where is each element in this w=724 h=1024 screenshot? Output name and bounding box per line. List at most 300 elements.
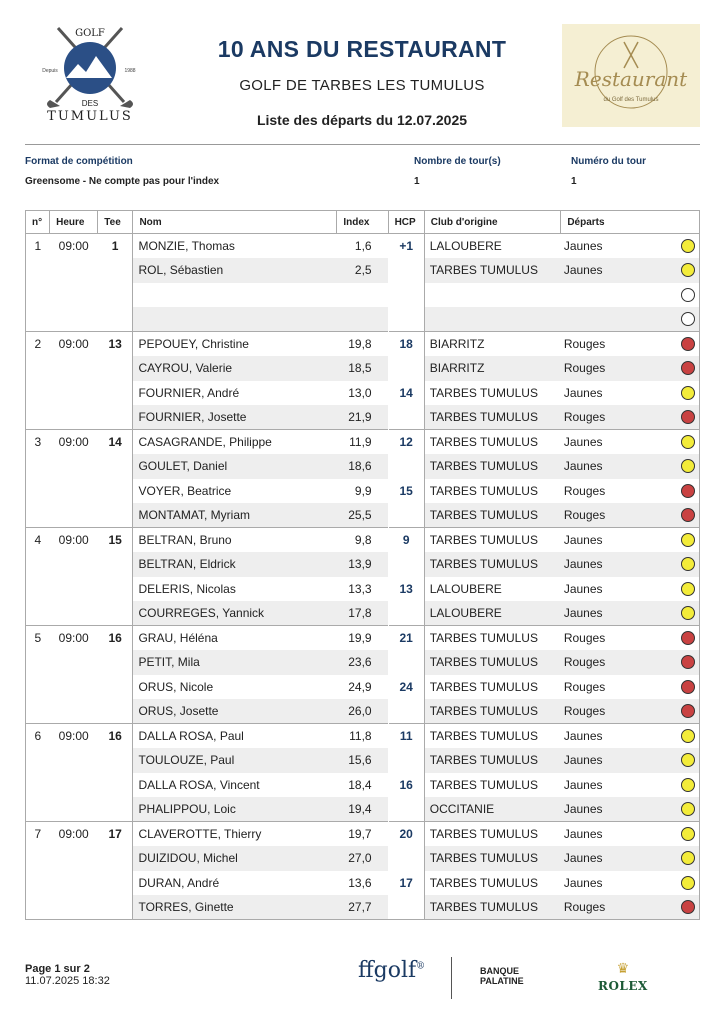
- rolex-text: ROLEX: [598, 979, 648, 993]
- group-tee: [98, 871, 133, 896]
- group-number: [26, 405, 50, 430]
- header-divider: [25, 144, 700, 145]
- player-hcp: 11: [388, 724, 424, 749]
- tee-color-dot: [681, 508, 695, 522]
- player-club: LALOUBERE: [424, 601, 561, 626]
- group-time: [50, 871, 98, 896]
- group-time: 09:00: [50, 528, 98, 553]
- player-index: 1,6: [337, 234, 388, 259]
- player-hcp: [388, 258, 424, 283]
- player-index: 19,4: [337, 797, 388, 822]
- player-tee-color: Jaunes: [561, 552, 700, 577]
- player-index: 19,7: [337, 822, 388, 847]
- tee-color-dot: [681, 484, 695, 498]
- player-index: [337, 283, 388, 308]
- group-time: [50, 748, 98, 773]
- player-name: DURAN, André: [138, 875, 220, 890]
- player-name: COURREGES, Yannick: [133, 601, 337, 626]
- player-hcp: 12: [388, 430, 424, 455]
- group-time: [50, 895, 98, 920]
- group-tee: [98, 601, 133, 626]
- player-tee-color: Rouges: [561, 626, 700, 651]
- tee-color-dot: [681, 729, 695, 743]
- group-number: 4: [26, 528, 50, 553]
- group-number: 5: [26, 626, 50, 651]
- table-row: [26, 258, 700, 283]
- player-tee-color: Jaunes: [561, 381, 700, 406]
- player-hcp: [388, 895, 424, 920]
- player-index: 24,9: [337, 675, 388, 700]
- group-number: [26, 846, 50, 871]
- player-name: TOULOUZE, Paul: [133, 748, 337, 773]
- restaurant-logo: [562, 24, 700, 127]
- player-club: TARBES TUMULUS: [424, 626, 561, 651]
- player-tee-color: Rouges: [561, 650, 700, 675]
- page-subtitle: GOLF DE TARBES LES TUMULUS: [239, 77, 485, 94]
- tee-color-dot: [681, 704, 695, 718]
- player-index: 15,6: [337, 748, 388, 773]
- player-club: TARBES TUMULUS: [424, 699, 561, 724]
- player-tee-color: Jaunes: [561, 773, 700, 798]
- table-header-row: [26, 211, 700, 234]
- player-index: 13,0: [337, 381, 388, 406]
- player-hcp: 9: [388, 528, 424, 553]
- player-name: TORRES, Ginette: [133, 895, 337, 920]
- table-row: [26, 528, 700, 553]
- table-body: [26, 234, 700, 920]
- ffgolf-text: ffgolf: [358, 958, 417, 983]
- tour-number-value: 1: [571, 176, 577, 187]
- player-name: FOURNIER, Josette: [133, 405, 337, 430]
- player-index: 25,5: [337, 503, 388, 528]
- tee-color-dot: [681, 802, 695, 816]
- player-hcp: [388, 356, 424, 381]
- col-header-heure: Heure: [50, 211, 98, 234]
- player-club: BIARRITZ: [424, 332, 561, 357]
- player-hcp: 18: [388, 332, 424, 357]
- group-time: [50, 356, 98, 381]
- tee-color-dot: [681, 876, 695, 890]
- tee-color-dot: [681, 288, 695, 302]
- group-tee: [98, 699, 133, 724]
- player-hcp: [388, 846, 424, 871]
- tee-color-dot: [681, 435, 695, 449]
- player-hcp: 16: [388, 773, 424, 798]
- group-tee: [98, 356, 133, 381]
- player-tee-color: Jaunes: [561, 454, 700, 479]
- player-hcp: [388, 748, 424, 773]
- group-number: [26, 479, 50, 504]
- player-hcp: [388, 650, 424, 675]
- tour-number-info: [571, 156, 646, 187]
- table-row: [26, 332, 700, 357]
- tee-color-dot: [681, 655, 695, 669]
- player-hcp: 21: [388, 626, 424, 651]
- group-number: [26, 454, 50, 479]
- player-hcp: 20: [388, 822, 424, 847]
- player-index: 18,5: [337, 356, 388, 381]
- player-index: 13,6: [337, 871, 388, 896]
- player-name: [133, 283, 337, 308]
- player-name: ORUS, Nicole: [138, 679, 214, 694]
- group-tee: [98, 675, 133, 700]
- group-tee: [98, 258, 133, 283]
- group-tee: 1: [98, 234, 133, 259]
- table-row: [26, 822, 700, 847]
- table-row: [26, 895, 700, 920]
- group-time: [50, 381, 98, 406]
- group-time: [50, 797, 98, 822]
- player-index: 19,9: [337, 626, 388, 651]
- group-time: [50, 601, 98, 626]
- player-hcp: 15: [388, 479, 424, 504]
- player-tee-color: Rouges: [561, 503, 700, 528]
- format-value: Greensome - Ne compte pas pour l'index: [25, 176, 220, 187]
- page-number: Page 1 sur 2: [25, 963, 90, 975]
- player-tee-color: Rouges: [561, 405, 700, 430]
- table-row: [26, 430, 700, 455]
- player-club: TARBES TUMULUS: [424, 822, 561, 847]
- group-tee: [98, 283, 133, 308]
- group-tee: 16: [98, 626, 133, 651]
- player-tee-color: Rouges: [561, 699, 700, 724]
- group-number: [26, 601, 50, 626]
- group-number: [26, 773, 50, 798]
- tours-label: Nombre de tour(s): [414, 156, 501, 167]
- group-time: 09:00: [50, 430, 98, 455]
- player-index: 23,6: [337, 650, 388, 675]
- group-time: [50, 577, 98, 602]
- palatine-line1: BANQUE: [480, 966, 520, 976]
- player-index: 13,3: [337, 577, 388, 602]
- table-row: [26, 724, 700, 749]
- player-club: LALOUBERE: [424, 234, 561, 259]
- player-tee-color: [561, 307, 700, 332]
- player-club: TARBES TUMULUS: [424, 895, 561, 920]
- group-number: [26, 552, 50, 577]
- table-row: [26, 381, 700, 406]
- player-index: 27,0: [337, 846, 388, 871]
- banque-palatine-logo: [480, 966, 524, 986]
- svg-text:1988: 1988: [124, 68, 136, 74]
- player-hcp: [388, 454, 424, 479]
- group-time: [50, 479, 98, 504]
- player-club: LALOUBERE: [429, 581, 502, 596]
- player-index: 21,9: [337, 405, 388, 430]
- group-time: 09:00: [50, 626, 98, 651]
- tee-color-dot: [681, 680, 695, 694]
- group-time: [50, 650, 98, 675]
- tee-color-dot: [681, 582, 695, 596]
- player-tee-color: Rouges: [561, 479, 700, 504]
- tee-color-dot: [681, 851, 695, 865]
- svg-text:DES: DES: [81, 99, 99, 108]
- header: [0, 0, 724, 145]
- player-club: TARBES TUMULUS: [424, 454, 561, 479]
- player-hcp: [388, 601, 424, 626]
- svg-text:Restaurant: Restaurant: [574, 67, 688, 91]
- player-name: CASAGRANDE, Philippe: [133, 430, 337, 455]
- starts-table: [25, 210, 700, 920]
- player-index: 19,8: [337, 332, 388, 357]
- footer-page-info: [25, 963, 110, 987]
- player-hcp: [388, 283, 424, 308]
- tour-number-label: Numéro du tour: [571, 156, 646, 167]
- format-info: [25, 156, 219, 187]
- group-time: 09:00: [50, 724, 98, 749]
- player-club: TARBES TUMULUS: [424, 503, 561, 528]
- table-row: [26, 601, 700, 626]
- page-title: 10 ANS DU RESTAURANT: [217, 36, 507, 62]
- footer-divider: [451, 957, 452, 999]
- table-row: [26, 773, 700, 798]
- table-row: [26, 503, 700, 528]
- player-name: BELTRAN, Eldrick: [133, 552, 337, 577]
- group-tee: [98, 895, 133, 920]
- player-hcp: [388, 405, 424, 430]
- group-time: [50, 454, 98, 479]
- player-tee-color: Jaunes: [561, 528, 700, 553]
- tee-color-dot: [681, 557, 695, 571]
- col-header-club: Club d'origine: [424, 211, 561, 234]
- group-number: [26, 356, 50, 381]
- player-name: BELTRAN, Bruno: [133, 528, 337, 553]
- group-number: [26, 381, 50, 406]
- player-club: OCCITANIE: [424, 797, 561, 822]
- tee-color-dot: [681, 410, 695, 424]
- group-number: [26, 503, 50, 528]
- player-name: CAYROU, Valerie: [133, 356, 337, 381]
- player-club: TARBES TUMULUS: [424, 748, 561, 773]
- group-number: [26, 307, 50, 332]
- player-club: BIARRITZ: [424, 356, 561, 381]
- player-tee-color: Jaunes: [561, 724, 700, 749]
- player-index: 9,8: [337, 528, 388, 553]
- group-tee: [98, 479, 133, 504]
- ffgolf-logo: [358, 958, 425, 983]
- group-tee: 16: [98, 724, 133, 749]
- print-datetime: 11.07.2025 18:32: [25, 975, 110, 987]
- group-number: 2: [26, 332, 50, 357]
- player-name: GRAU, Héléna: [133, 626, 337, 651]
- player-hcp: [388, 307, 424, 332]
- group-tee: [98, 381, 133, 406]
- player-index: 26,0: [337, 699, 388, 724]
- group-tee: [98, 454, 133, 479]
- group-tee: [98, 797, 133, 822]
- group-number: [26, 675, 50, 700]
- tee-color-dot: [681, 361, 695, 375]
- group-time: 09:00: [50, 234, 98, 259]
- col-header-number: n°: [26, 211, 50, 234]
- golf-tumulus-logo: [36, 22, 144, 130]
- table-row: [26, 307, 700, 332]
- table-row: [26, 748, 700, 773]
- svg-text:TUMULUS: TUMULUS: [47, 109, 133, 124]
- player-club: TARBES TUMULUS: [424, 258, 561, 283]
- player-name: DUIZIDOU, Michel: [133, 846, 337, 871]
- col-header-nom: Nom: [133, 211, 337, 234]
- svg-text:du Golf des Tumulus: du Golf des Tumulus: [603, 97, 659, 103]
- svg-text:GOLF: GOLF: [75, 28, 105, 39]
- col-header-hcp: HCP: [388, 211, 424, 234]
- group-time: [50, 503, 98, 528]
- tee-color-dot: [681, 459, 695, 473]
- player-index: 18,4: [337, 773, 388, 798]
- player-name: MONTAMAT, Myriam: [133, 503, 337, 528]
- player-tee-color: Rouges: [561, 895, 700, 920]
- group-tee: [98, 773, 133, 798]
- table-row: [26, 650, 700, 675]
- player-tee-color: Rouges: [561, 356, 700, 381]
- player-club: TARBES TUMULUS: [424, 650, 561, 675]
- group-tee: [98, 650, 133, 675]
- group-tee: 13: [98, 332, 133, 357]
- group-number: 6: [26, 724, 50, 749]
- player-tee-color: Jaunes: [561, 234, 700, 259]
- crown-icon: ♛: [616, 960, 630, 976]
- player-club: TARBES TUMULUS: [429, 385, 538, 400]
- tee-color-dot: [681, 778, 695, 792]
- player-hcp: 17: [388, 871, 424, 896]
- player-name: PETIT, Mila: [133, 650, 337, 675]
- player-club: TARBES TUMULUS: [424, 724, 561, 749]
- player-hcp: [388, 503, 424, 528]
- title-block: [180, 36, 544, 128]
- group-tee: [98, 307, 133, 332]
- player-club: [424, 283, 561, 308]
- player-name: DALLA ROSA, Paul: [133, 724, 337, 749]
- player-club: TARBES TUMULUS: [424, 430, 561, 455]
- player-club: TARBES TUMULUS: [424, 552, 561, 577]
- table-row: [26, 405, 700, 430]
- tours-value: 1: [414, 176, 420, 187]
- player-club: [424, 307, 561, 332]
- player-name: VOYER, Beatrice: [138, 483, 232, 498]
- player-index: 18,6: [337, 454, 388, 479]
- group-tee: 15: [98, 528, 133, 553]
- player-tee-color: Rouges: [561, 332, 700, 357]
- tee-color-dot: [681, 263, 695, 277]
- group-tee: [98, 503, 133, 528]
- player-hcp: +1: [388, 234, 424, 259]
- player-tee-color: Jaunes: [561, 430, 700, 455]
- tee-color-dot: [681, 533, 695, 547]
- player-hcp: 13: [388, 577, 424, 602]
- rolex-logo: [598, 960, 648, 995]
- table-row: [26, 479, 700, 504]
- player-index: [337, 307, 388, 332]
- table-row: [26, 283, 700, 308]
- player-name: DALLA ROSA, Vincent: [138, 777, 260, 792]
- col-header-tee: Tee: [98, 211, 133, 234]
- tee-color-dot: [681, 386, 695, 400]
- group-tee: 17: [98, 822, 133, 847]
- group-number: [26, 258, 50, 283]
- group-number: [26, 699, 50, 724]
- player-tee-color: Jaunes: [561, 797, 700, 822]
- player-index: 11,8: [337, 724, 388, 749]
- table-row: [26, 577, 700, 602]
- player-index: 11,9: [337, 430, 388, 455]
- svg-text:Depuis: Depuis: [42, 68, 58, 74]
- table-row: [26, 552, 700, 577]
- table-row: [26, 454, 700, 479]
- group-time: [50, 675, 98, 700]
- col-header-index: Index: [337, 211, 388, 234]
- group-number: [26, 797, 50, 822]
- player-index: 13,9: [337, 552, 388, 577]
- player-club: TARBES TUMULUS: [424, 528, 561, 553]
- group-time: [50, 552, 98, 577]
- table-row: [26, 356, 700, 381]
- group-tee: [98, 846, 133, 871]
- player-name: MONZIE, Thomas: [133, 234, 337, 259]
- player-club: TARBES TUMULUS: [429, 679, 538, 694]
- group-time: 09:00: [50, 332, 98, 357]
- player-club: TARBES TUMULUS: [429, 875, 538, 890]
- tee-color-dot: [681, 337, 695, 351]
- player-club: TARBES TUMULUS: [429, 483, 538, 498]
- player-tee-color: Rouges: [561, 675, 700, 700]
- group-number: [26, 748, 50, 773]
- group-time: [50, 307, 98, 332]
- table-row: [26, 871, 700, 896]
- player-hcp: [388, 699, 424, 724]
- group-tee: [98, 552, 133, 577]
- player-name: FOURNIER, André: [138, 385, 240, 400]
- group-number: [26, 871, 50, 896]
- group-number: [26, 577, 50, 602]
- player-tee-color: Jaunes: [561, 577, 700, 602]
- tee-color-dot: [681, 753, 695, 767]
- list-title: Liste des départs du 12.07.2025: [256, 112, 468, 128]
- group-time: [50, 773, 98, 798]
- player-name: PHALIPPOU, Loic: [133, 797, 337, 822]
- registered-icon: ®: [416, 961, 426, 972]
- group-number: [26, 895, 50, 920]
- player-tee-color: Jaunes: [561, 601, 700, 626]
- group-time: [50, 699, 98, 724]
- table-row: [26, 797, 700, 822]
- tours-info: [414, 156, 501, 187]
- group-number: 1: [26, 234, 50, 259]
- col-header-departs: Départs: [561, 211, 700, 234]
- player-index: 27,7: [337, 895, 388, 920]
- tee-color-dot: [681, 827, 695, 841]
- player-name: PEPOUEY, Christine: [133, 332, 337, 357]
- format-label: Format de compétition: [25, 156, 133, 167]
- tee-color-dot: [681, 312, 695, 326]
- group-number: [26, 650, 50, 675]
- player-hcp: [388, 797, 424, 822]
- group-number: [26, 283, 50, 308]
- group-time: 09:00: [50, 822, 98, 847]
- tee-color-dot: [681, 239, 695, 253]
- group-time: [50, 283, 98, 308]
- tee-color-dot: [681, 631, 695, 645]
- player-tee-color: [561, 283, 700, 308]
- tee-color-dot: [681, 606, 695, 620]
- player-tee-color: Jaunes: [561, 871, 700, 896]
- group-tee: [98, 405, 133, 430]
- player-club: TARBES TUMULUS: [424, 846, 561, 871]
- player-tee-color: Jaunes: [561, 822, 700, 847]
- player-name: ROL, Sébastien: [133, 258, 337, 283]
- tee-color-dot: [681, 900, 695, 914]
- player-tee-color: Jaunes: [561, 846, 700, 871]
- group-time: [50, 846, 98, 871]
